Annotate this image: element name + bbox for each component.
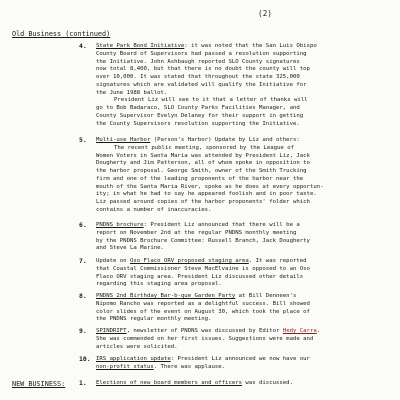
item-text: . — [316, 328, 321, 334]
page-number: (2) — [258, 9, 273, 18]
item-line: mouth of the Santa Maria River, spoke as he does at every opportun- — [96, 183, 324, 190]
item-text: . There was applause. — [153, 363, 226, 370]
item-text: . It was reported — [248, 258, 307, 264]
item-line: the County Supervisors resolution supporting the Initiative. — [96, 120, 300, 127]
item-line: now total 8,400, but that there is no doubt the county will top — [96, 66, 310, 73]
item-line: the Initiative. John Ashbaugh reported SLO County signatures — [96, 58, 300, 65]
item-line: The recent public meeting, sponsored by the League of — [114, 144, 294, 151]
item-line — [96, 328, 390, 336]
item-line: County Supervisor Evelyn Delaney for their support in getting — [96, 112, 304, 119]
new-business-heading: NEW BUSINESS: — [12, 380, 66, 388]
item-topic: PNDNS brochure — [96, 222, 144, 228]
item-line: the harbor proposal. George Smith, owner of the Smith Trucking — [96, 168, 307, 174]
item-line: report on November 2nd at the regular PNDNS monthly meeting — [96, 229, 297, 236]
item-line — [96, 356, 390, 364]
item-text: (Parson's Harbor) Update by Liz and others: — [150, 137, 300, 143]
item-line — [96, 380, 390, 388]
item-line: regarding this staging area proposal. — [96, 281, 222, 288]
item-number: 7. — [79, 257, 87, 265]
item-text: : President Liz announced that there will be a — [143, 222, 300, 228]
item-line: Women Voters in Santa Maria was attended by President Liz, Jack — [96, 152, 310, 159]
item-line: ity; in what he had to say he appeared foolish and in poor taste. — [96, 191, 317, 198]
item-text: : President Liz announced we now have our — [170, 356, 310, 362]
item-number: 4. — [79, 42, 87, 50]
item-line — [96, 222, 390, 230]
item-line — [96, 293, 390, 301]
item-line: go to Bob Badaraco, SLO County Parks Facilities Manager, and — [96, 105, 300, 111]
item-topic: IRS application update — [96, 356, 171, 362]
item-text: : it was noted that the San Luis Obispo — [184, 43, 317, 49]
agenda-item-10 — [79, 355, 390, 372]
new-business-item-1 — [79, 379, 390, 388]
item-number: 8. — [79, 292, 87, 300]
item-line: Liz passed around copies of the harbor proponents' folder which — [96, 199, 310, 205]
item-line: the June 1988 ballot. — [96, 89, 168, 96]
editor-name: Hedy Carra — [282, 328, 317, 334]
item-number: 9. — [79, 327, 87, 335]
agenda-item-6 — [79, 221, 390, 253]
agenda-item-4 — [79, 42, 390, 128]
item-number: 6. — [79, 221, 87, 229]
item-line: County Board of Supervisors had passed a resolution supporting — [96, 50, 307, 57]
item-line — [96, 364, 390, 372]
item-line: Dougherty and Jim Patterson, all of whom spoke in opposition to — [96, 160, 310, 167]
item-topic: SPINDRIFT — [96, 328, 127, 334]
item-topic: Multi-use Harbor — [96, 137, 151, 143]
item-topic: State Park Bond Initiative — [96, 43, 185, 49]
item-line: She was commended on her first issues. Suggestions were made and — [96, 335, 314, 342]
item-line: by the PNDNS Brochure Committee: Russell Branch, Jack Dougherty — [96, 237, 310, 244]
item-line: contains a number of inaccuracies. — [96, 206, 212, 213]
item-topic: non-profit status — [96, 363, 154, 370]
item-text: Update on — [96, 258, 130, 264]
item-text: was discussed. — [242, 380, 293, 386]
item-number: 5. — [79, 136, 87, 144]
item-line: color slides of the event on August 30, which took the place of — [96, 308, 310, 315]
item-number: 1. — [79, 379, 87, 387]
item-line: articles were solicited. — [96, 343, 178, 350]
agenda-item-5 — [79, 136, 390, 215]
old-business-heading: Old Business (continued) — [12, 30, 111, 38]
item-topic: Oso Flaco ORV proposed staging area — [129, 258, 249, 264]
item-text: at Bill Denneen's — [235, 293, 297, 299]
item-text: , newsletter of PNDNS was discussed by Editor — [126, 328, 283, 334]
item-line: Nipomo Rancho was reported as a delightful success. Bill showed — [96, 300, 310, 307]
agenda-item-8 — [79, 292, 390, 324]
agenda-item-9 — [79, 327, 390, 351]
item-line — [96, 43, 390, 51]
item-number: 10. — [79, 355, 91, 363]
item-line: signatures which are validated will qualify the Initiative for — [96, 81, 307, 88]
item-topic: PNDNS 2nd Birthday Bar-b-que Garden Party — [96, 293, 236, 299]
item-topic: Elections of new board members and officers — [96, 380, 243, 386]
item-line: and Steve La Marine. — [96, 245, 164, 252]
item-line: over 10,000. It was stated that throughout the state 325,000 — [96, 74, 300, 80]
item-line: the PNDNS regular monthly meeting. — [96, 316, 212, 323]
agenda-item-7 — [79, 257, 390, 289]
item-line: that Coastal Commissioner Steve MacElvaine is opposed to an Oso — [96, 265, 310, 272]
item-line: President Liz will see to it that a letter of thanks will — [114, 97, 308, 104]
item-line — [96, 137, 390, 145]
item-line: Flaco ORV staging area. President Liz discussed other details — [96, 273, 304, 280]
item-line: firm and one of the leading proponents of the harbor near the — [96, 175, 304, 182]
item-line — [96, 258, 390, 266]
